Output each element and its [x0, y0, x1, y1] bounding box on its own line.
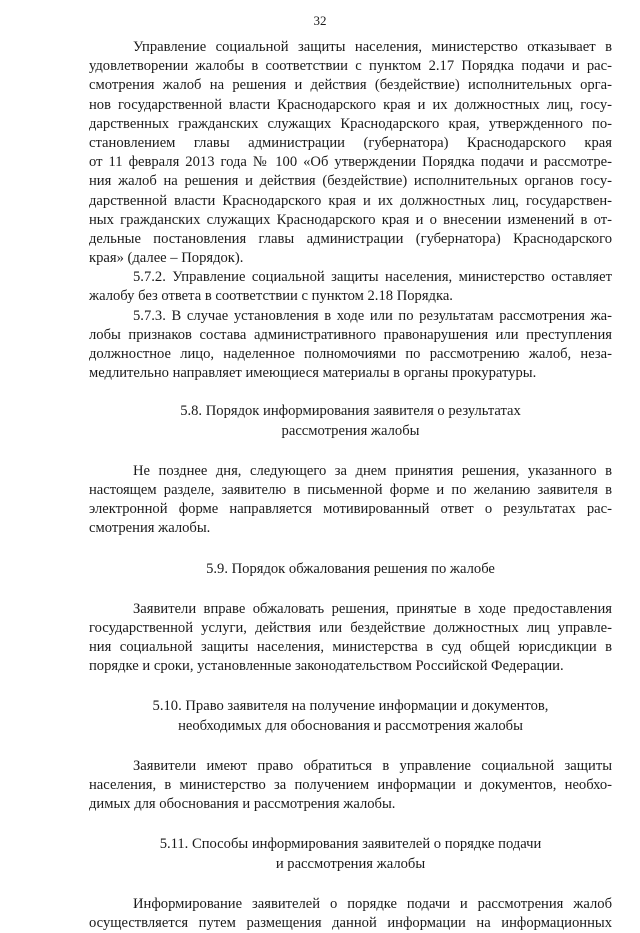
page-content — [89, 38, 612, 933]
text-line: Управление социальной защиты населения, министерство отказывает в — [133, 39, 612, 55]
section-heading-5-10 — [89, 697, 612, 735]
text-line: электронной форме направляется мотивированный ответ о результатах рас- — [89, 501, 612, 518]
text-line: 5.7.2. Управление социальной защиты населения, министерство оставляет — [133, 269, 612, 286]
section-heading-5-8 — [89, 402, 612, 440]
heading-line: и рассмотрения жалобы — [275, 855, 426, 872]
text-line: лобы признаков состава административного правонарушения или преступления — [89, 326, 612, 343]
text-line: ния социальной защиты населения, министерства в суд общей юрисдикции в — [89, 639, 612, 656]
text-line: дарственных гражданских служащих Краснодарского края, утвержденного по- — [89, 115, 612, 132]
paragraph-5-11 — [89, 895, 612, 933]
text-line: жалобу без ответа в соответствии с пунктом 2.18 Порядка. — [89, 288, 453, 305]
section-heading-5-9 — [89, 560, 612, 579]
text-line: Не позднее дня, следующего за днем принятия решения, указанного в — [133, 462, 612, 479]
text-line: медлительно направляет имеющиеся материалы в органы прокуратуры. — [89, 365, 537, 382]
section-heading-5-11 — [89, 835, 612, 873]
text-line: нов государственной власти Краснодарского края и их должностных лиц, госу- — [89, 96, 612, 113]
heading-line: 5.11. Способы информирования заявителей о порядке подачи — [159, 836, 542, 853]
text-line: становлением главы администрации (губернатора) Краснодарского края — [89, 134, 612, 151]
paragraph-5-10 — [89, 757, 612, 815]
heading-line: необходимых для обоснования и рассмотрения жалобы — [178, 717, 523, 734]
text-line: удовлетворении жалобы в соответствии с пунктом 2.17 Порядка подачи и рас- — [89, 58, 612, 75]
paragraph-5-7-2 — [89, 268, 612, 306]
text-line: ния жалоб на решения и действия (бездействие) исполнительных органов госу- — [89, 173, 612, 190]
text-line: дарственной власти Краснодарского края и их должностных лиц, государствен- — [89, 192, 612, 209]
text-line: от 11 февраля 2013 года № 100 «Об утверждении Порядка подачи и рассмотре- — [89, 154, 612, 171]
text-line: настоящем разделе, заявителю в письменной форме и по желанию заявителя в — [89, 481, 612, 498]
heading-line: рассмотрения жалобы — [281, 422, 420, 439]
text-line: населения, в министерство за получением информации и документов, необхо- — [89, 777, 612, 793]
page-number: 32 — [313, 13, 327, 28]
text-line: Информирование заявителей о порядке подачи и рассмотрения жалоб — [133, 895, 612, 912]
paragraph-refusal-conditions — [89, 38, 612, 268]
text-line: ных гражданских служащих Краснодарского края и о внесении изменений в от- — [89, 211, 612, 228]
heading-line: 5.8. Порядок информирования заявителя о результатах — [180, 403, 521, 420]
text-line: государственной услуги, действия или бездействие должностных лиц управле- — [89, 619, 612, 636]
text-line: димых для обоснования и рассмотрения жалобы. — [89, 796, 396, 813]
text-line: порядке и сроки, установленные законодательством Российской Федерации. — [89, 658, 564, 675]
text-line: Заявители имеют право обратиться в управление социальной защиты — [133, 757, 612, 774]
paragraph-5-7-3 — [89, 307, 612, 384]
paragraph-5-8 — [89, 462, 612, 539]
text-line: края» (далее – Порядок). — [89, 250, 244, 267]
heading-line: 5.10. Право заявителя на получение информации и документов, — [152, 698, 549, 715]
paragraph-5-9 — [89, 600, 612, 677]
text-line: 5.7.3. В случае установления в ходе или по результатам рассмотрения жа- — [133, 307, 612, 324]
text-line: дельные постановления главы администрации (губернатора) Краснодарского — [89, 230, 612, 247]
text-line: смотрения жалобы. — [89, 520, 211, 537]
heading-line: 5.9. Порядок обжалования решения по жалобе — [206, 560, 495, 577]
text-line: должностное лицо, наделенное полномочиями по рассмотрению жалоб, неза- — [89, 346, 612, 362]
text-line: Заявители вправе обжаловать решения, принятые в ходе предоставления — [133, 600, 612, 617]
text-line: осуществляется путем размещения данной информации на информационных — [89, 914, 612, 931]
text-line: смотрения жалоб на решения и действия (бездействие) исполнительных орга- — [89, 77, 612, 94]
